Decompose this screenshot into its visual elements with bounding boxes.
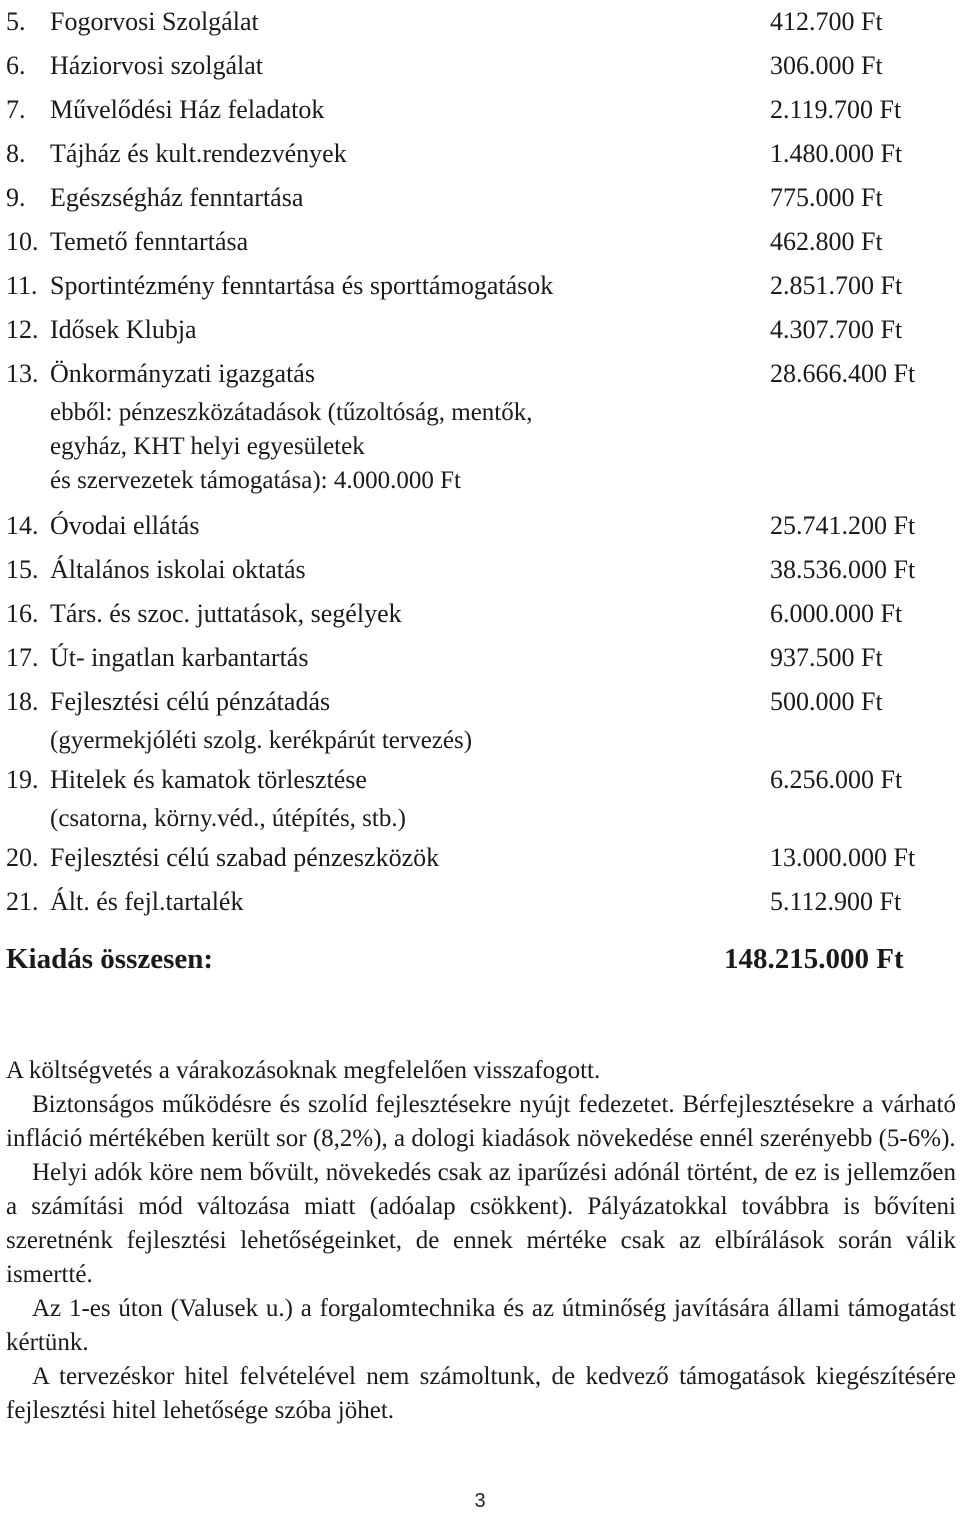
item-number: 7. bbox=[6, 95, 26, 124]
item-number: 14. bbox=[6, 511, 39, 540]
item-number: 12. bbox=[6, 315, 39, 344]
item-label: Ált. és fejl.tartalék bbox=[50, 887, 244, 916]
item-amount: 306.000 Ft bbox=[770, 51, 883, 80]
item-amount: 28.666.400 Ft bbox=[770, 359, 916, 388]
item-number: 6. bbox=[6, 51, 26, 80]
item-note-line: és szervezetek támogatása): 4.000.000 Ft bbox=[50, 467, 461, 494]
item-amount: 500.000 Ft bbox=[770, 687, 883, 716]
list-item bbox=[0, 176, 940, 220]
list-item bbox=[0, 680, 940, 758]
item-label: Fejlesztési célú szabad pénzeszközök bbox=[50, 843, 440, 872]
paragraph: Biztonságos működésre és szolíd fejlesztésekre nyújt fedezetet. Bérfejlesztésekre a várható infláció mértékében került sor (8,2%), a dologi kiadások növekedése ennél szerényebb (5-6%). bbox=[6, 1091, 956, 1152]
list-item bbox=[0, 44, 940, 88]
item-amount: 937.500 Ft bbox=[770, 643, 883, 672]
item-number: 20. bbox=[6, 843, 39, 872]
item-number: 8. bbox=[6, 139, 26, 168]
item-label: Háziorvosi szolgálat bbox=[50, 51, 263, 80]
item-number: 10. bbox=[6, 227, 39, 256]
paragraph: Helyi adók köre nem bővült, növekedés csak az iparűzési adónál történt, de ez is jellemzően a számítási mód változása miatt (adóalap csökkent). Pályázatokkal továbbra is bővíteni szeretnénk fejlesztési lehetőségeinket, de ennek mértéke csak az elbírálások során válik ismertté. bbox=[6, 1159, 956, 1288]
list-item bbox=[0, 758, 940, 836]
list-item bbox=[0, 504, 940, 548]
item-number: 11. bbox=[6, 271, 38, 300]
body-text bbox=[6, 1054, 956, 1428]
list-item bbox=[0, 836, 940, 880]
list-item bbox=[0, 132, 940, 176]
item-number: 5. bbox=[6, 7, 26, 36]
list-item bbox=[0, 880, 940, 924]
item-amount: 38.536.000 Ft bbox=[770, 555, 916, 584]
item-label: Általános iskolai oktatás bbox=[50, 555, 306, 584]
list-item bbox=[0, 88, 940, 132]
item-amount: 4.307.700 Ft bbox=[770, 315, 903, 344]
paragraph: A tervezéskor hitel felvételével nem számoltunk, de kedvező támogatások kiegészítésére fejlesztési hitel lehetősége szóba jöhet. bbox=[6, 1363, 956, 1424]
item-note-line: egyház, KHT helyi egyesületek bbox=[50, 433, 365, 460]
item-number: 17. bbox=[6, 643, 39, 672]
item-number: 9. bbox=[6, 183, 26, 212]
item-note-line: ebből: pénzeszközátadások (tűzoltóság, mentők, bbox=[50, 399, 533, 426]
item-number: 18. bbox=[6, 687, 39, 716]
item-label: Egészségház fenntartása bbox=[50, 183, 304, 212]
item-label: Társ. és szoc. juttatások, segélyek bbox=[50, 599, 402, 628]
item-label: Önkormányzati igazgatás bbox=[50, 359, 315, 388]
item-label: Fejlesztési célú pénzátadás bbox=[50, 687, 331, 716]
expense-total bbox=[0, 924, 940, 994]
list-item bbox=[0, 0, 940, 44]
item-amount: 6.000.000 Ft bbox=[770, 599, 903, 628]
item-amount: 1.480.000 Ft bbox=[770, 139, 903, 168]
item-number: 19. bbox=[6, 765, 39, 794]
item-number: 16. bbox=[6, 599, 39, 628]
item-amount: 462.800 Ft bbox=[770, 227, 883, 256]
list-item bbox=[0, 220, 940, 264]
item-amount: 25.741.200 Ft bbox=[770, 511, 916, 540]
page-number: 3 bbox=[474, 1490, 486, 1512]
item-note-line: (gyermekjóléti szolg. kerékpárút tervezés) bbox=[50, 727, 473, 754]
list-item bbox=[0, 264, 940, 308]
item-label: Művelődési Ház feladatok bbox=[50, 95, 325, 124]
item-number: 21. bbox=[6, 887, 39, 916]
list-item bbox=[0, 592, 940, 636]
item-number: 13. bbox=[6, 359, 39, 388]
list-item bbox=[0, 352, 940, 504]
item-label: Tájház és kult.rendezvények bbox=[50, 139, 347, 168]
item-number: 15. bbox=[6, 555, 39, 584]
item-amount: 2.119.700 Ft bbox=[770, 95, 902, 124]
total-amount: 148.215.000 Ft bbox=[724, 943, 904, 975]
item-label: Út- ingatlan karbantartás bbox=[50, 643, 309, 672]
item-label: Idősek Klubja bbox=[50, 315, 197, 344]
item-amount: 6.256.000 Ft bbox=[770, 765, 903, 794]
item-amount: 13.000.000 Ft bbox=[770, 843, 916, 872]
item-label: Óvodai ellátás bbox=[50, 511, 200, 540]
item-note-line: (csatorna, körny.véd., útépítés, stb.) bbox=[50, 805, 406, 832]
paragraph: A költségvetés a várakozásoknak megfelelően visszafogott. bbox=[6, 1057, 601, 1084]
item-label: Fogorvosi Szolgálat bbox=[50, 7, 259, 36]
item-amount: 5.112.900 Ft bbox=[770, 887, 902, 916]
item-amount: 2.851.700 Ft bbox=[770, 271, 903, 300]
total-label: Kiadás összesen: bbox=[6, 943, 214, 975]
item-amount: 412.700 Ft bbox=[770, 7, 883, 36]
item-amount: 775.000 Ft bbox=[770, 183, 883, 212]
item-label: Temető fenntartása bbox=[50, 227, 249, 256]
list-item bbox=[0, 548, 940, 592]
item-label: Hitelek és kamatok törlesztése bbox=[50, 765, 367, 794]
item-label: Sportintézmény fenntartása és sporttámogatások bbox=[50, 271, 554, 300]
paragraph: Az 1-es úton (Valusek u.) a forgalomtechnika és az útminőség javítására állami támogatást kértünk. bbox=[6, 1295, 956, 1356]
list-item bbox=[0, 308, 940, 352]
list-item bbox=[0, 636, 940, 680]
